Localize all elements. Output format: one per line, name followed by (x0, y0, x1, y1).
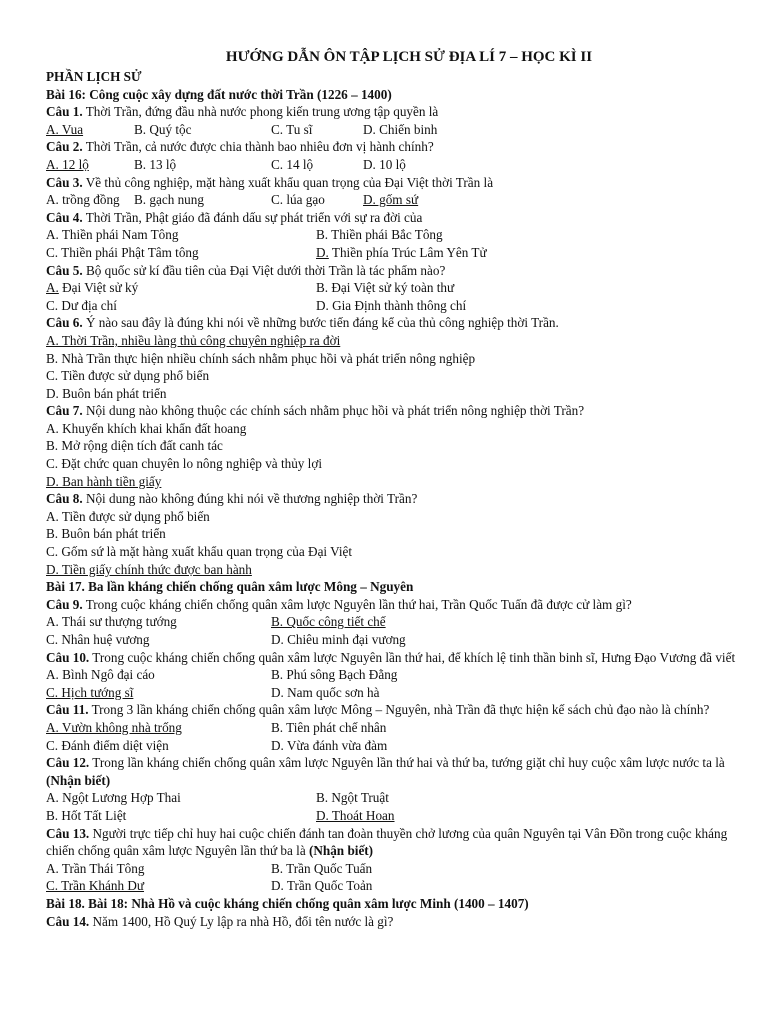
answer-options (46, 613, 746, 648)
question-text: Nội dung nào không thuộc các chính sách nhằm phục hồi và phát triển nông nghiệp thời Trần? (82, 403, 585, 419)
question-text: Trong cuộc kháng chiến chống quân xâm lược Nguyên lần thứ hai, Trần Quốc Tuấn đã được cử làm gì? (82, 596, 632, 612)
answer-option: C. Hịch tướng sĩ (46, 684, 134, 700)
answer-option: B. Trần Quốc Tuấn (271, 860, 373, 876)
answer-option: C. 14 lộ (271, 156, 314, 172)
document-page (46, 48, 746, 930)
question-number: Câu 6. (46, 315, 83, 331)
question-stem (46, 262, 746, 280)
answer-options (46, 789, 746, 824)
answer-options (46, 508, 746, 578)
answer-option: B. gạch nung (134, 192, 204, 208)
question-number: Câu 14. (46, 913, 90, 929)
answer-options (46, 420, 746, 490)
answer-option: D. gốm sứ (363, 192, 419, 208)
answer-option: A. 12 lộ (46, 156, 89, 172)
question-number: Câu 1. (46, 104, 83, 120)
question-stem (46, 596, 746, 614)
answer-options (46, 156, 746, 174)
answer-option: B. Đại Việt sử ký toàn thư (316, 280, 455, 296)
question-stem (46, 754, 746, 789)
answer-option: B. Quốc công tiết chế (271, 614, 386, 630)
question-number: Câu 13. (46, 825, 90, 841)
question-stem (46, 649, 746, 667)
answer-option: B. Ngột Truật (316, 790, 389, 806)
question-text: Trong cuộc kháng chiến chống quân xâm lược Nguyên lần thứ hai, để khích lệ tinh thần binh sĩ, Hưng Đạo Vương đã viết (89, 649, 736, 665)
answer-option: D. Gia Định thành thông chí (316, 297, 467, 313)
lesson-heading: Bài 18. Bài 18: Nhà Hồ và cuộc kháng chiến chống quân xâm lược Minh (1400 – 1407) (46, 895, 529, 911)
question-text: Trong lần kháng chiến chống quân xâm lược Nguyên lần thứ hai và thứ ba, tướng giặt chỉ huy cuộc xâm lược nước ta là (89, 755, 725, 771)
answer-option: A. Trần Thái Tông (46, 860, 145, 876)
question-number: Câu 9. (46, 596, 83, 612)
answer-options (46, 226, 746, 261)
document-body (46, 86, 746, 931)
answer-option: D. Tiền giấy chính thức được ban hành (46, 561, 252, 577)
question-stem (46, 209, 746, 227)
answer-options (46, 719, 746, 754)
answer-option: C. lúa gạo (271, 192, 325, 208)
answer-options (46, 279, 746, 314)
answer-option: A. Vua (46, 121, 84, 137)
question-number: Câu 5. (46, 262, 83, 278)
document-title: HƯỚNG DẪN ÔN TẬP LỊCH SỬ ĐỊA LÍ 7 – HỌC KÌ II (225, 49, 593, 65)
answer-option: B. Nhà Trần thực hiện nhiều chính sách nhằm phục hồi và phát triển nông nghiệp (46, 350, 476, 366)
answer-option: A. Thái sư thượng tướng (46, 614, 177, 630)
answer-option: A. trồng đồng (46, 192, 120, 208)
answer-options (46, 860, 746, 895)
answer-option: B. Quý tộc (134, 121, 192, 137)
question-stem (46, 103, 746, 121)
question-stem (46, 913, 746, 931)
answer-option: B. Mở rộng diện tích đất canh tác (46, 438, 223, 454)
part-heading: PHẦN LỊCH SỬ (46, 69, 142, 84)
answer-options (46, 666, 746, 701)
question-stem (46, 825, 746, 860)
question-number: Câu 11. (46, 702, 89, 718)
answer-option: C. Gốm sứ là mặt hàng xuất khẩu quan trọng của Đại Việt (46, 544, 353, 560)
answer-option: D. Trần Quốc Toản (271, 878, 373, 894)
answer-option: C. Đánh điểm diệt viện (46, 737, 169, 753)
lesson-heading: Bài 17. Ba lần kháng chiến chống quân xâm lược Mông – Nguyên (46, 579, 414, 595)
answer-option: D. 10 lộ (363, 156, 406, 172)
answer-option: D. Thiền phía Trúc Lâm Yên Tử (316, 244, 487, 260)
answer-option: B. 13 lộ (134, 156, 177, 172)
question-number: Câu 3. (46, 174, 83, 190)
answer-option: B. Hốt Tất Liệt (46, 807, 127, 823)
question-text: Nội dung nào không đúng khi nói về thương nghiệp thời Trần? (82, 491, 418, 507)
question-text: Bộ quốc sử kí đầu tiên của Đại Việt dưới thời Trần là tác phẩm nào? (82, 262, 446, 278)
answer-option: A. Thời Trần, nhiều làng thủ công chuyên nghiệp ra đời (46, 332, 341, 348)
question-stem (46, 701, 746, 719)
answer-option: D. Vừa đánh vừa đàm (271, 737, 388, 753)
answer-option: C. Tu sĩ (271, 121, 313, 137)
question-number: Câu 4. (46, 209, 83, 225)
answer-option: B. Buôn bán phát triển (46, 526, 166, 542)
answer-options (46, 191, 746, 209)
answer-option: C. Tiền được sử dụng phổ biến (46, 368, 210, 384)
answer-option: C. Trần Khánh Dư (46, 878, 145, 894)
answer-option: A. Tiền được sử dụng phổ biến (46, 508, 210, 524)
answer-option: B. Tiên phát chế nhân (271, 719, 387, 735)
answer-option: B. Phú sông Bạch Đằng (271, 667, 398, 683)
question-text: Thời Trần, đứng đầu nhà nước phong kiến trung ương tập quyền là (82, 104, 439, 120)
lesson-heading: Bài 16: Công cuộc xây dựng đất nước thời Trần (1226 – 1400) (46, 86, 392, 102)
question-stem (46, 138, 746, 156)
answer-option: C. Đặt chức quan chuyên lo nông nghiệp và thủy lợi (46, 456, 322, 472)
question-text: Thời Trần, cả nước được chia thành bao nhiêu đơn vị hành chính? (82, 139, 434, 155)
answer-option: C. Dư địa chí (46, 297, 117, 313)
answer-option: D. Chiến binh (363, 121, 438, 137)
answer-options (46, 121, 746, 139)
answer-option: C. Thiền phái Phật Tâm tông (46, 244, 199, 260)
question-stem (46, 314, 746, 332)
answer-option: D. Thoát Hoan (316, 807, 395, 823)
answer-option: A. Ngột Lương Hợp Thai (46, 790, 181, 806)
question-number: Câu 12. (46, 755, 90, 771)
answer-option: A. Đại Việt sử ký (46, 280, 139, 296)
answer-option: A. Bình Ngô đại cáo (46, 667, 155, 683)
answer-option: D. Buôn bán phát triển (46, 385, 167, 401)
question-level: (Nhận biết) (46, 772, 111, 788)
question-text: Trong 3 lần kháng chiến chống quân xâm lược Mông – Nguyên, nhà Trần đã thực hiện kế sách chủ đạo nào là chính? (88, 702, 710, 718)
question-number: Câu 10. (46, 649, 90, 665)
question-text: Về thủ công nghiệp, mặt hàng xuất khẩu quan trọng của Đại Việt thời Trần là (82, 174, 494, 190)
answer-option: D. Chiêu minh đại vương (271, 632, 406, 647)
answer-option: A. Vườn không nhà trống (46, 719, 182, 735)
question-stem (46, 402, 746, 420)
answer-option: A. Khuyến khích khai khẩn đất hoang (46, 420, 247, 436)
answer-options (46, 332, 746, 402)
question-text: Năm 1400, Hồ Quý Ly lập ra nhà Hồ, đổi tên nước là gì? (89, 913, 394, 929)
answer-option: A. Thiền phái Nam Tông (46, 227, 179, 243)
answer-option: C. Nhân huệ vương (46, 632, 150, 647)
question-stem (46, 490, 746, 508)
question-text: Ý nào sau đây là đúng khi nói về những bước tiến đáng kể của thủ công nghiệp thời Trần. (82, 315, 559, 331)
question-number: Câu 7. (46, 403, 83, 419)
answer-option: D. Ban hành tiền giấy (46, 473, 162, 489)
question-text: Thời Trần, Phật giáo đã đánh dấu sự phát triển với sự ra đời của (82, 209, 423, 225)
question-number: Câu 2. (46, 139, 83, 155)
answer-option: B. Thiền phái Bắc Tông (316, 227, 443, 243)
question-number: Câu 8. (46, 491, 83, 507)
question-stem (46, 174, 746, 192)
question-level: (Nhận biết) (308, 843, 374, 859)
question-text: Người trực tiếp chỉ huy hai cuộc chiến đánh tan đoàn thuyền chở lương của quân Nguyên tại Vân Đồn trong cuộc kháng chiến chống quân xâm lược Nguyên lần thứ ba là (46, 825, 728, 859)
answer-option: D. Nam quốc sơn hà (271, 684, 380, 700)
